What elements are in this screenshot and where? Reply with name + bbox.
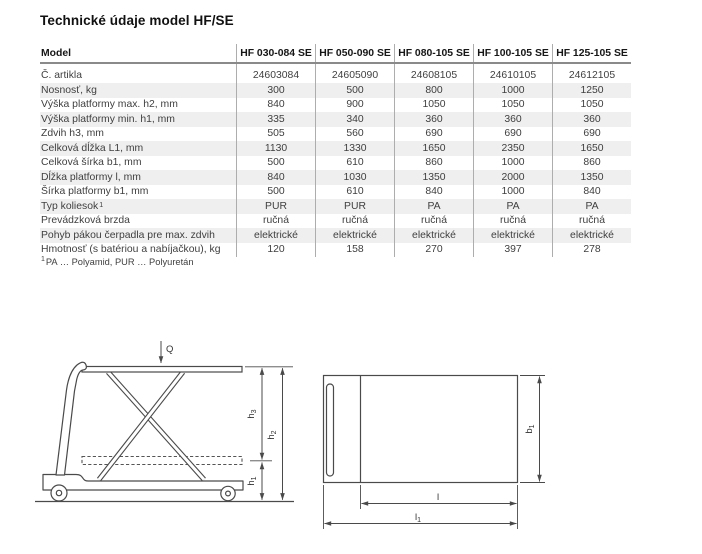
cell-value: elektrické: [394, 228, 473, 243]
cell-value: 840: [552, 185, 631, 200]
row-label: Typ koliesok 1: [41, 200, 104, 212]
footnote-marker: 1: [41, 255, 45, 263]
cell-value: 2000: [473, 170, 552, 185]
cell-value: 1000: [473, 156, 552, 171]
cell-value: 1130: [236, 141, 315, 156]
table-row: [40, 83, 631, 98]
row-label: Celková dĺžka L1, mm: [41, 142, 144, 154]
cell-value: 800: [394, 83, 473, 98]
table-row: [40, 141, 631, 156]
cell-value: 500: [315, 83, 394, 98]
cell-value: elektrické: [315, 228, 394, 243]
row-label: Nosnosť, kg: [41, 84, 97, 96]
cell-value: 1000: [473, 185, 552, 200]
cell-value: 340: [315, 112, 394, 127]
row-label: Prevádzková brzda: [41, 215, 130, 227]
cell-value: 360: [473, 112, 552, 127]
technical-drawings: [0, 330, 702, 554]
table-row: [40, 98, 631, 113]
dim-h2-label: $h_2$: [266, 430, 279, 440]
cell-value: PA: [394, 199, 473, 214]
cell-value: 840: [236, 98, 315, 113]
cell-value: 1050: [394, 98, 473, 113]
cell-value: 505: [236, 127, 315, 142]
cell-value: 397: [473, 243, 552, 258]
side-view-diagram: [35, 341, 294, 502]
table-row: [40, 112, 631, 127]
table-footnote: [40, 257, 194, 267]
cell-value: 24608105: [394, 64, 473, 83]
row-label: Zdvih h3, mm: [41, 128, 104, 140]
table-row: [40, 185, 631, 200]
platform-outline: [324, 376, 518, 483]
cell-value: 900: [315, 98, 394, 113]
cell-value: elektrické: [473, 228, 552, 243]
row-label: Celková šírka b1, mm: [41, 157, 142, 169]
cell-value: 1330: [315, 141, 394, 156]
cell-value: 860: [552, 156, 631, 171]
cell-value: 560: [315, 127, 394, 142]
cell-value: 1350: [552, 170, 631, 185]
cell-value: 360: [552, 112, 631, 127]
load-label: Q: [166, 344, 174, 355]
cell-value: 1650: [552, 141, 631, 156]
cell-value: 1000: [473, 83, 552, 98]
table-row: [40, 214, 631, 229]
cell-value: 500: [236, 156, 315, 171]
row-label: Hmotnosť (s batériou a nabíjačkou), kg: [41, 244, 221, 256]
cell-value: elektrické: [236, 228, 315, 243]
cell-value: 24605090: [315, 64, 394, 83]
cell-value: 500: [236, 185, 315, 200]
cell-value: 360: [394, 112, 473, 127]
cell-value: 840: [394, 185, 473, 200]
table-row: [40, 243, 631, 258]
cell-value: ručná: [315, 214, 394, 229]
table-row: [40, 199, 631, 214]
table-row: [40, 156, 631, 171]
cell-value: PA: [552, 199, 631, 214]
dim-l-label: l: [436, 492, 440, 503]
cell-value: 335: [236, 112, 315, 127]
cell-value: 1250: [552, 83, 631, 98]
cell-value: 24610105: [473, 64, 552, 83]
dim-b1-label: $b_1$: [524, 424, 537, 434]
column-header-5: HF 125-105 SE: [552, 44, 631, 62]
platform: [82, 367, 242, 373]
cell-value: 860: [394, 156, 473, 171]
cell-value: elektrické: [552, 228, 631, 243]
table-row: [40, 170, 631, 185]
footnote-text: PA … Polyamid, PUR … Polyuretán: [45, 257, 194, 267]
cell-value: 1030: [315, 170, 394, 185]
table-header-row: [40, 44, 631, 64]
cell-value: 690: [473, 127, 552, 142]
spec-table: [40, 44, 631, 257]
table-row: [40, 228, 631, 243]
cell-value: 610: [315, 156, 394, 171]
page-title: Technické údaje model HF/SE: [40, 13, 234, 28]
cell-value: 270: [394, 243, 473, 258]
cell-value: 1650: [394, 141, 473, 156]
cell-value: 690: [552, 127, 631, 142]
cell-value: ručná: [236, 214, 315, 229]
cell-value: 278: [552, 243, 631, 258]
column-header-3: HF 080-105 SE: [394, 44, 473, 62]
cell-value: ručná: [394, 214, 473, 229]
cell-value: 158: [315, 243, 394, 258]
cell-value: ručná: [552, 214, 631, 229]
row-label: Č. artikla: [41, 70, 82, 81]
cell-value: PA: [473, 199, 552, 214]
handle: [56, 362, 86, 475]
cell-value: 120: [236, 243, 315, 258]
dim-h1-label: $h_1$: [246, 476, 259, 486]
wheel: [51, 485, 67, 501]
top-view-diagram: [324, 376, 546, 530]
cell-value: 300: [236, 83, 315, 98]
row-label: Šírka platformy b1, mm: [41, 186, 149, 198]
cell-value: 840: [236, 170, 315, 185]
row-label: Výška platformy max. h2, mm: [41, 99, 178, 111]
chassis: [43, 475, 243, 491]
scissor-arm: [99, 372, 183, 480]
cell-value: 1050: [473, 98, 552, 113]
dim-l1-label: $l_1$: [414, 512, 422, 525]
cell-value: 1350: [394, 170, 473, 185]
platform-lowered-dashed: [82, 457, 242, 465]
cell-value: ručná: [473, 214, 552, 229]
cell-value: 24603084: [236, 64, 315, 83]
cell-value: 610: [315, 185, 394, 200]
table-row: [40, 127, 631, 142]
row-label: Výška platformy min. h1, mm: [41, 113, 175, 125]
cell-value: PUR: [315, 199, 394, 214]
cell-value: PUR: [236, 199, 315, 214]
cell-value: 690: [394, 127, 473, 142]
wheel: [221, 486, 235, 500]
row-label: Pohyb pákou čerpadla pre max. zdvih: [41, 229, 215, 241]
cell-value: 24612105: [552, 64, 631, 83]
handle-top-view: [327, 384, 334, 476]
dim-h3-label: $h_3$: [246, 409, 259, 419]
table-body: [40, 64, 631, 257]
scissor-arm: [108, 372, 204, 480]
column-header-4: HF 100-105 SE: [473, 44, 552, 62]
cell-value: 2350: [473, 141, 552, 156]
table-row: [40, 64, 631, 83]
column-header-model: Model: [41, 47, 72, 59]
row-label: Dĺžka platformy l, mm: [41, 171, 141, 183]
column-header-2: HF 050-090 SE: [315, 44, 394, 62]
column-header-1: HF 030-084 SE: [236, 44, 315, 62]
cell-value: 1050: [552, 98, 631, 113]
